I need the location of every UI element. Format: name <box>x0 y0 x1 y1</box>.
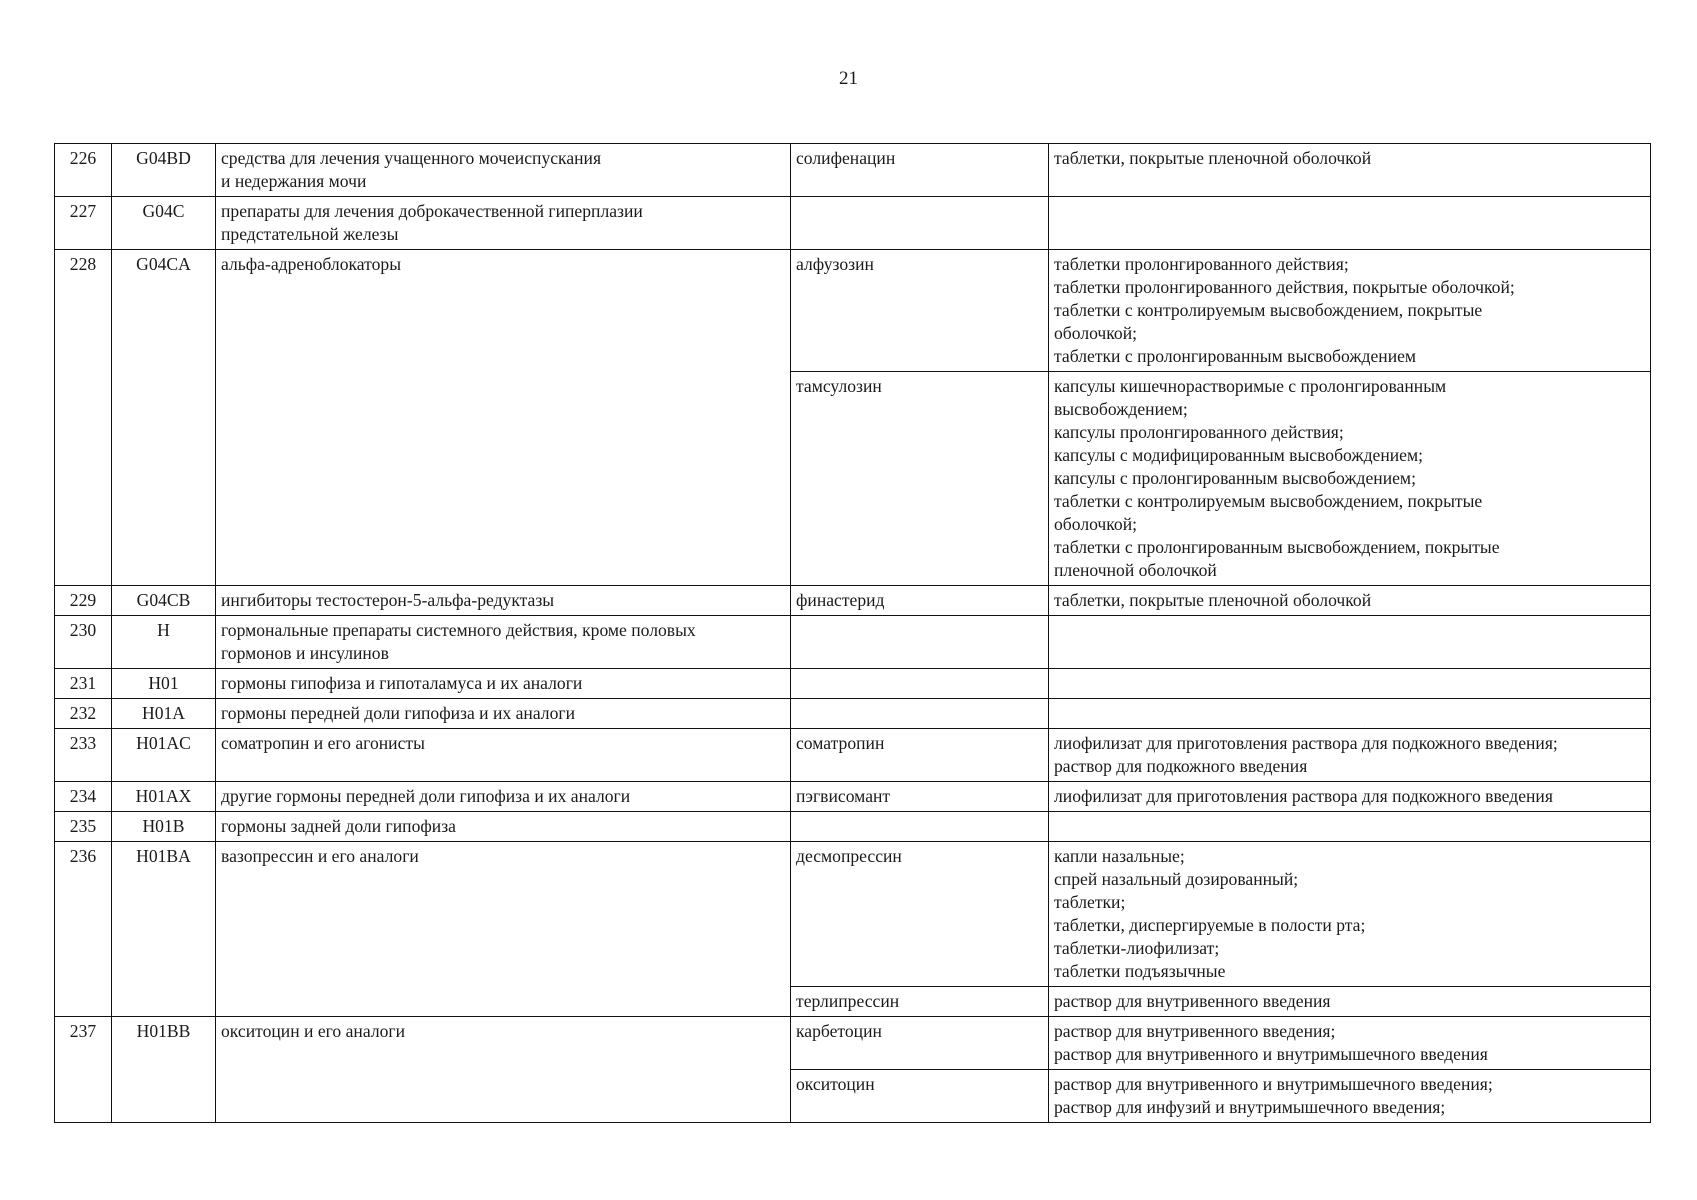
dosage-form: капсулы кишечнорастворимые с пролонгированным высвобождением; капсулы пролонгированного действия; капсулы с модифицированным высвобождением; капсулы с пролонгированным высвобождением; таблетки с контролируемым высвобождением, покрытые оболочкой; таблетки с пролонгированным высвобождением, покрытые пленочной оболочкой <box>1049 372 1651 586</box>
drug-name <box>791 616 1049 669</box>
dosage-form: лиофилизат для приготовления раствора для подкожного введения; раствор для подкожного введения <box>1049 729 1651 782</box>
atc-code: G04CB <box>112 586 216 616</box>
pharmacological-group: соматропин и его агонисты <box>216 729 791 782</box>
pharmacological-group: окситоцин и его аналоги <box>216 1017 791 1123</box>
dosage-form: раствор для внутривенного и внутримышечного введения; раствор для инфузий и внутримышечного введения; <box>1049 1070 1651 1123</box>
drug-name: соматропин <box>791 729 1049 782</box>
drug-name: пэгвисомант <box>791 782 1049 812</box>
table-row <box>55 729 1651 782</box>
table-row <box>55 616 1651 669</box>
row-number: 229 <box>55 586 112 616</box>
table-row <box>55 250 1651 372</box>
atc-code: G04C <box>112 197 216 250</box>
drug-list-table <box>54 143 1651 1123</box>
row-number: 237 <box>55 1017 112 1123</box>
atc-code: H01A <box>112 699 216 729</box>
atc-code: H01B <box>112 812 216 842</box>
dosage-form <box>1049 616 1651 669</box>
pharmacological-group: гормональные препараты системного действия, кроме половых гормонов и инсулинов <box>216 616 791 669</box>
drug-name <box>791 699 1049 729</box>
row-number: 235 <box>55 812 112 842</box>
drug-name <box>791 197 1049 250</box>
atc-code: G04CA <box>112 250 216 586</box>
table-row <box>55 842 1651 987</box>
dosage-form <box>1049 669 1651 699</box>
table-row <box>55 699 1651 729</box>
row-number: 230 <box>55 616 112 669</box>
atc-code: G04BD <box>112 144 216 197</box>
drug-name: тамсулозин <box>791 372 1049 586</box>
drug-name <box>791 669 1049 699</box>
drug-name: десмопрессин <box>791 842 1049 987</box>
drug-name: окситоцин <box>791 1070 1049 1123</box>
dosage-form: лиофилизат для приготовления раствора для подкожного введения <box>1049 782 1651 812</box>
row-number: 231 <box>55 669 112 699</box>
dosage-form: таблетки, покрытые пленочной оболочкой <box>1049 144 1651 197</box>
dosage-form <box>1049 699 1651 729</box>
drug-name <box>791 812 1049 842</box>
drug-name: алфузозин <box>791 250 1049 372</box>
table-row <box>55 812 1651 842</box>
pharmacological-group: гормоны передней доли гипофиза и их аналоги <box>216 699 791 729</box>
dosage-form: раствор для внутривенного введения <box>1049 987 1651 1017</box>
atc-code: H01AC <box>112 729 216 782</box>
dosage-form <box>1049 197 1651 250</box>
dosage-form: капли назальные; спрей назальный дозированный; таблетки; таблетки, диспергируемые в полости рта; таблетки-лиофилизат; таблетки подъязычные <box>1049 842 1651 987</box>
dosage-form: раствор для внутривенного введения; раствор для внутривенного и внутримышечного введения <box>1049 1017 1651 1070</box>
table-row <box>55 782 1651 812</box>
table-row <box>55 669 1651 699</box>
pharmacological-group: препараты для лечения доброкачественной гиперплазии предстательной железы <box>216 197 791 250</box>
drug-name: солифенацин <box>791 144 1049 197</box>
drug-name: финастерид <box>791 586 1049 616</box>
row-number: 236 <box>55 842 112 1017</box>
atc-code: H01AX <box>112 782 216 812</box>
dosage-form <box>1049 812 1651 842</box>
row-number: 228 <box>55 250 112 586</box>
dosage-form: таблетки пролонгированного действия; таблетки пролонгированного действия, покрытые оболочкой; таблетки с контролируемым высвобождением, покрытые оболочкой; таблетки с пролонгированным высвобождением <box>1049 250 1651 372</box>
row-number: 227 <box>55 197 112 250</box>
atc-code: H01BB <box>112 1017 216 1123</box>
table-row <box>55 197 1651 250</box>
atc-code: H01BA <box>112 842 216 1017</box>
atc-code: H01 <box>112 669 216 699</box>
row-number: 226 <box>55 144 112 197</box>
row-number: 232 <box>55 699 112 729</box>
table-row <box>55 144 1651 197</box>
page-number: 21 <box>839 68 858 89</box>
pharmacological-group: средства для лечения учащенного мочеиспускания и недержания мочи <box>216 144 791 197</box>
row-number: 233 <box>55 729 112 782</box>
pharmacological-group: другие гормоны передней доли гипофиза и их аналоги <box>216 782 791 812</box>
table-row <box>55 1017 1651 1070</box>
pharmacological-group: вазопрессин и его аналоги <box>216 842 791 1017</box>
pharmacological-group: гормоны гипофиза и гипоталамуса и их аналоги <box>216 669 791 699</box>
pharmacological-group: альфа-адреноблокаторы <box>216 250 791 586</box>
drug-name: терлипрессин <box>791 987 1049 1017</box>
table-row <box>55 586 1651 616</box>
atc-code: H <box>112 616 216 669</box>
row-number: 234 <box>55 782 112 812</box>
dosage-form: таблетки, покрытые пленочной оболочкой <box>1049 586 1651 616</box>
drug-name: карбетоцин <box>791 1017 1049 1070</box>
pharmacological-group: ингибиторы тестостерон-5-альфа-редуктазы <box>216 586 791 616</box>
pharmacological-group: гормоны задней доли гипофиза <box>216 812 791 842</box>
